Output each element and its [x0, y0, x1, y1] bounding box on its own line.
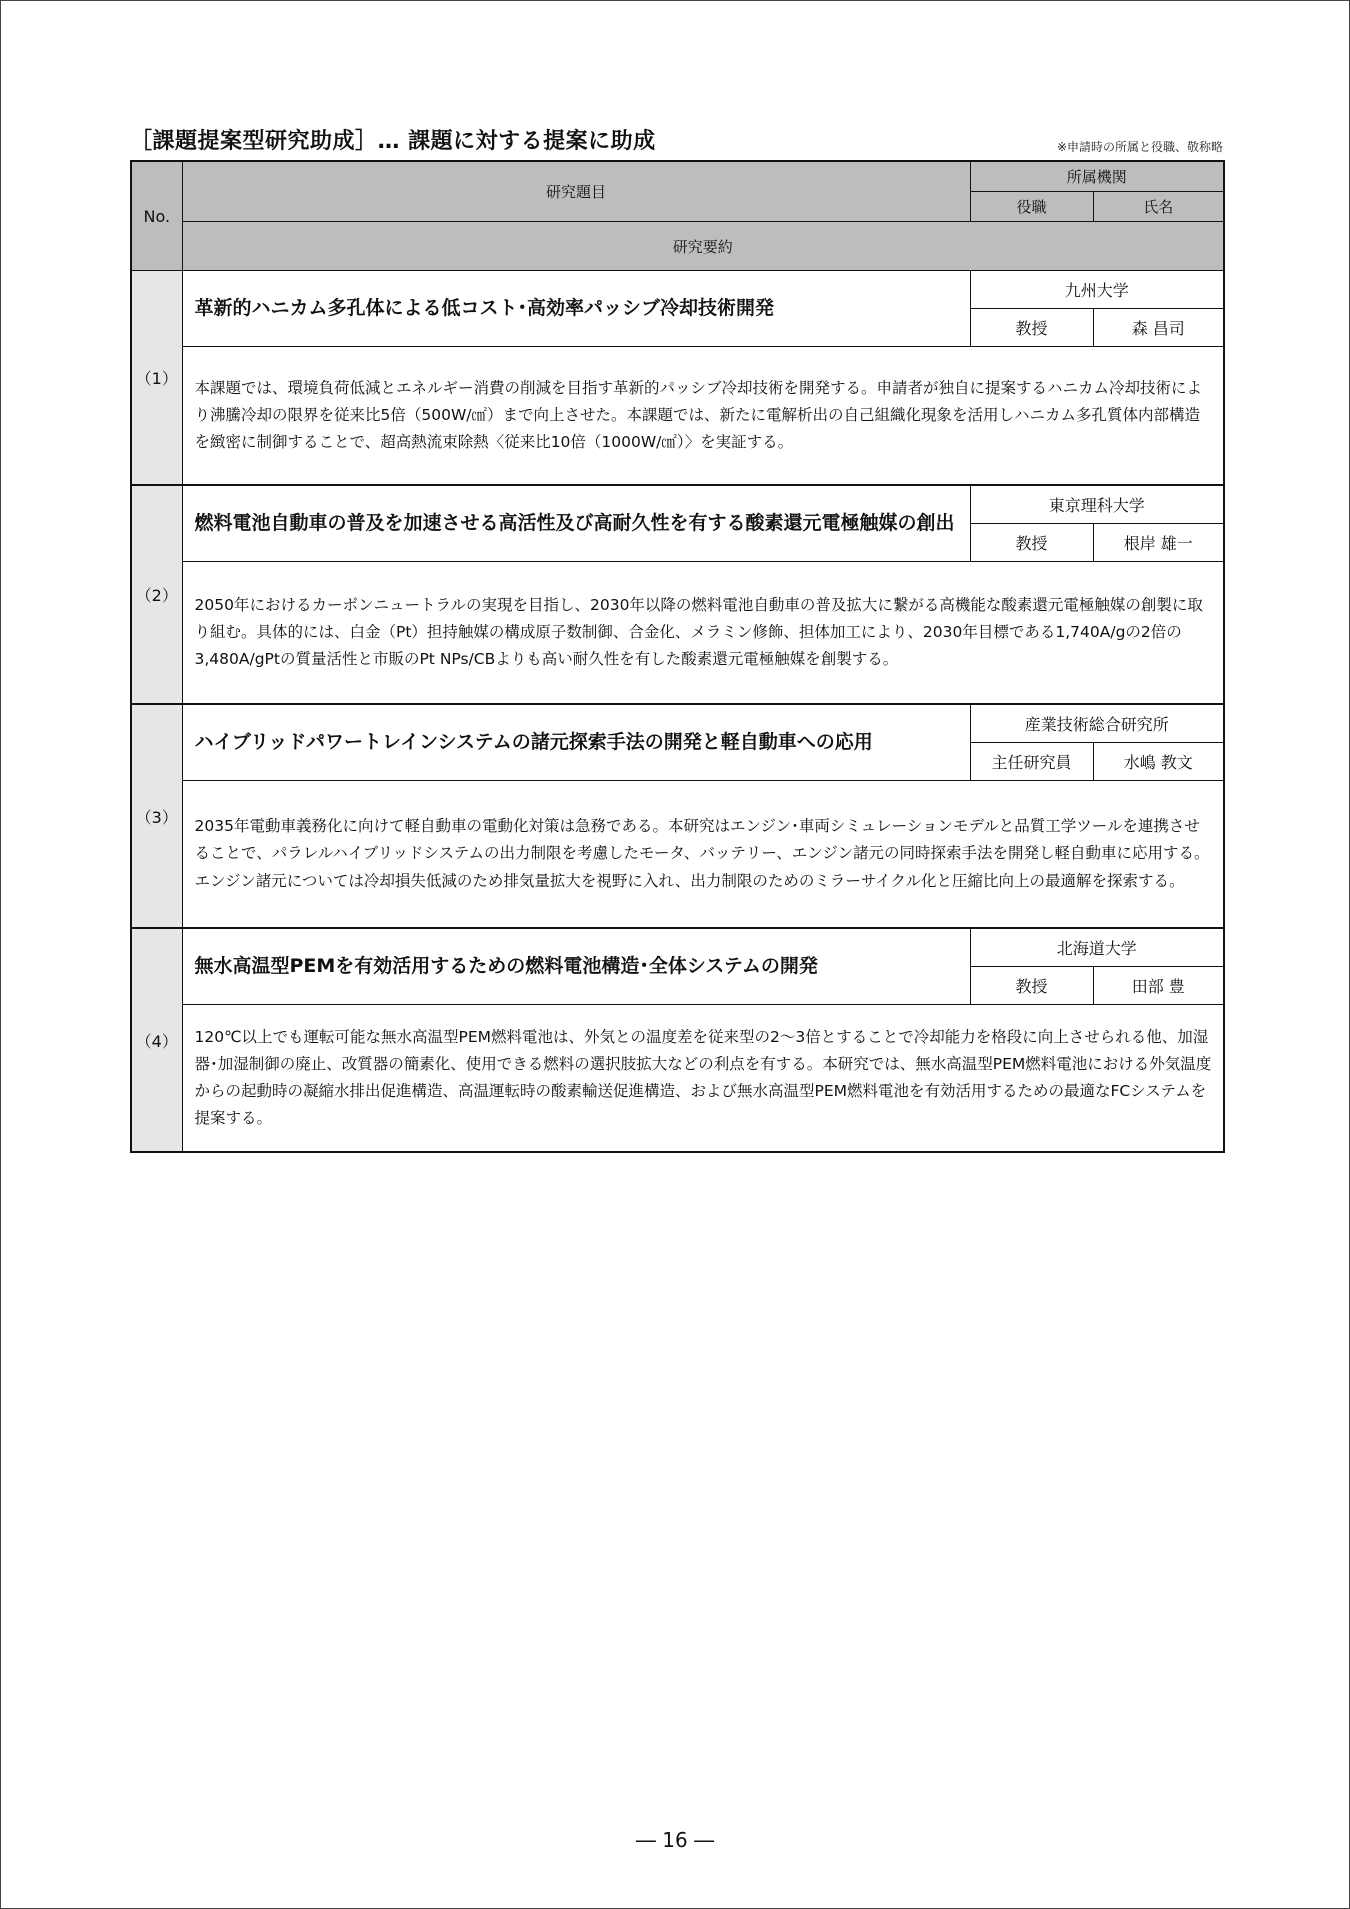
- page-number: ― 16 ―: [635, 1828, 715, 1852]
- research-summary: 2035年電動車義務化に向けて軽自動車の電動化対策は急務である。本研究はエンジン･車両シミュレーションモデルと品質工学ツールを連携させることで、パラレルハイブリッドシステムの出力制限を考慮したモータ、バッテリー、エンジン諸元の同時探索手法を開発し軽自動車に応用する。エンジン諸元については冷却損失低減のため排気量拡大を視野に入れ、出力制限のためのミラーサイクル化と圧縮比向上の最適解を探索する。: [182, 781, 1224, 929]
- table-row: [131, 562, 1224, 705]
- table-row: [131, 1005, 1224, 1153]
- position: 主任研究員: [970, 743, 1093, 781]
- researcher-name: 根岸 雄一: [1093, 524, 1224, 562]
- table-row: [131, 781, 1224, 929]
- affiliation: 九州大学: [970, 271, 1224, 309]
- header-position: 役職: [970, 192, 1093, 222]
- research-summary: 本課題では、環境負荷低減とエネルギー消費の削減を目指す革新的パッシブ冷却技術を開発する。申請者が独自に提案するハニカム冷却技術により沸騰冷却の限界を従来比5倍（500W/㎠）まで向上させた。本課題では、新たに電解析出の自己組織化現象を活用しハニカム多孔質体内部構造を緻密に制御することで、超高熱流束除熱〈従来比10倍（1000W/㎠）〉を実証する。: [182, 347, 1224, 486]
- research-summary: 2050年におけるカーボンニュートラルの実現を目指し、2030年以降の燃料電池自動車の普及拡大に繋がる高機能な酸素還元電極触媒の創製に取り組む。具体的には、白金（Pt）担持触媒の構成原子数制御、合金化、メラミン修飾、担体加工により、2030年目標である1,740A/gの2倍の3,480A/gPtの質量活性と市販のPt NPs/CBよりも高い耐久性を有した酸素還元電極触媒を創製する。: [182, 562, 1224, 705]
- position: 教授: [970, 309, 1093, 347]
- header-affiliation: 所属機関: [970, 161, 1224, 192]
- grants-table: [130, 160, 1225, 1153]
- header-row: [131, 161, 1224, 192]
- page-heading: ［課題提案型研究助成］… 課題に対する提案に助成: [130, 129, 656, 154]
- research-title: ハイブリッドパワートレインシステムの諸元探索手法の開発と軽自動車への応用: [182, 704, 970, 781]
- research-title: 無水高温型PEMを有効活用するための燃料電池構造･全体システムの開発: [182, 928, 970, 1005]
- table-row: [131, 271, 1224, 309]
- header-no: No.: [131, 161, 182, 271]
- table-row: [131, 485, 1224, 524]
- table-row: [131, 704, 1224, 743]
- research-summary: 120℃以上でも運転可能な無水高温型PEM燃料電池は、外気との温度差を従来型の2～3倍とすることで冷却能力を格段に向上させられる他、加湿器･加湿制御の廃止、改質器の簡素化、使用できる燃料の選択肢拡大などの利点を有する。本研究では、無水高温型PEM燃料電池における外気温度からの起動時の凝縮水排出促進構造、高温運転時の酸素輸送促進構造、および無水高温型PEM燃料電池を有効活用するための最適なFCシステムを提案する。: [182, 1005, 1224, 1153]
- header-summary: 研究要約: [182, 222, 1224, 271]
- row-number: （4）: [131, 928, 182, 1152]
- researcher-name: 田部 豊: [1093, 967, 1224, 1005]
- header-name: 氏名: [1093, 192, 1224, 222]
- affiliation: 産業技術総合研究所: [970, 704, 1224, 743]
- header-title: 研究題目: [182, 161, 970, 222]
- row-number: （1）: [131, 271, 182, 486]
- table-row: [131, 347, 1224, 486]
- researcher-name: 水嶋 教文: [1093, 743, 1224, 781]
- affiliation: 東京理科大学: [970, 485, 1224, 524]
- researcher-name: 森 昌司: [1093, 309, 1224, 347]
- position: 教授: [970, 524, 1093, 562]
- research-title: 燃料電池自動車の普及を加速させる高活性及び高耐久性を有する酸素還元電極触媒の創出: [182, 485, 970, 562]
- position: 教授: [970, 967, 1093, 1005]
- table-row: [131, 928, 1224, 967]
- header-row-3: [131, 222, 1224, 271]
- affiliation: 北海道大学: [970, 928, 1224, 967]
- research-title: 革新的ハニカム多孔体による低コスト･高効率パッシブ冷却技術開発: [182, 271, 970, 347]
- row-number: （2）: [131, 485, 182, 704]
- row-number: （3）: [131, 704, 182, 928]
- affiliation-note: ※申請時の所属と役職、敬称略: [1056, 140, 1223, 154]
